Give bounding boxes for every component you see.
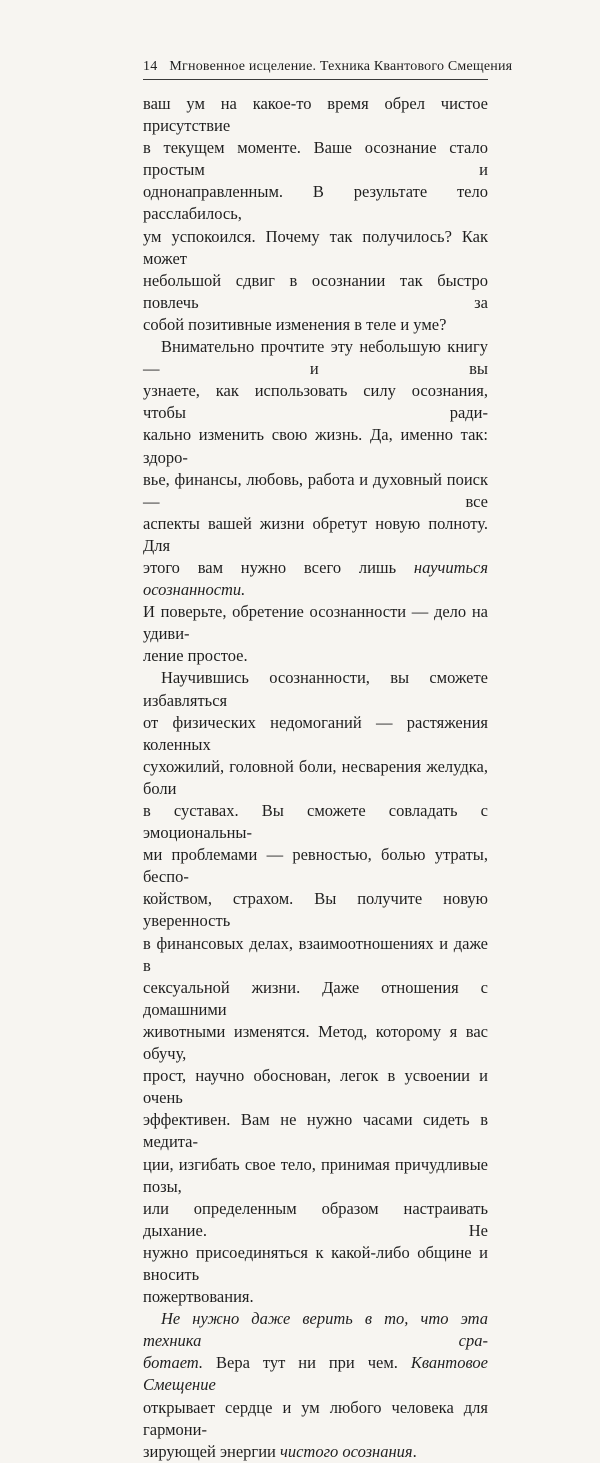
text-line: в суставах. Вы сможете совладать с эмоциональны-: [143, 801, 488, 843]
text-line: открывает сердце и ум любого человека для гармони-: [143, 1397, 488, 1439]
text-line: И поверьте, обретение осознанности — дело на удиви-: [143, 602, 488, 644]
body-text: [143, 93, 488, 1463]
text-line: ум успокоился. Почему так получилось? Как может: [143, 226, 488, 268]
text-line: пожертвования.: [143, 1287, 254, 1307]
emphasis-run: Не нужно даже верить в то, что эта техника сра-: [143, 1309, 488, 1351]
text-line: Научившись осознанности, вы сможете избавляться: [143, 668, 488, 710]
paragraph-1: [143, 93, 488, 336]
paragraph-4: [143, 1308, 488, 1463]
paragraph-3: [143, 667, 488, 1308]
running-title: Мгновенное исцеление. Техника Квантового Смещения: [169, 59, 513, 74]
text-line: ции, изгибать свое тело, принимая причудливые позы,: [143, 1154, 488, 1196]
text-line: эффективен. Вам не нужно часами сидеть в медита-: [143, 1110, 488, 1152]
text-line: аспекты вашей жизни обретут новую полноту. Для: [143, 513, 488, 555]
text-line: Внимательно прочтите эту небольшую книгу — и вы: [143, 337, 488, 379]
text-line: [143, 1308, 488, 1352]
page-number: 14: [143, 59, 158, 74]
text-line: или определенным образом настраивать дыхание. Не: [143, 1198, 488, 1240]
text-line: собой позитивные изменения в теле и уме?: [143, 314, 447, 334]
text-line: сухожилий, головной боли, несварения желудка, боли: [143, 756, 488, 798]
paragraph-2: [143, 336, 488, 667]
text-line: в финансовых делах, взаимоотношениях и даже в: [143, 933, 488, 975]
text-line: сексуальной жизни. Даже отношения с домашними: [143, 977, 488, 1019]
text-run: этого вам нужно всего лишь: [143, 557, 414, 577]
emphasis-run: ботает.: [143, 1353, 204, 1373]
text-line: ление простое.: [143, 646, 248, 666]
text-line: ми проблемами — ревностью, болью утраты, беспо-: [143, 845, 488, 887]
text-line: [143, 1441, 488, 1463]
emphasis-run: Квантовое Смещение: [143, 1353, 488, 1395]
text-line: животными изменятся. Метод, которому я вас обучу,: [143, 1021, 488, 1064]
text-run: .: [412, 1441, 417, 1461]
text-line: кально изменить свою жизнь. Да, именно так: здоро-: [143, 425, 488, 467]
text-line: койством, страхом. Вы получите новую уверенность: [143, 889, 488, 931]
emphasis-run: научиться осознанности.: [143, 557, 488, 600]
emphasis-run: чистого осознания: [279, 1441, 413, 1461]
text-line: небольшой сдвиг в осознании так быстро повлечь за: [143, 270, 488, 312]
text-run: зирующей энергии: [143, 1441, 280, 1461]
text-line: прост, научно обоснован, легок в усвоении и очень: [143, 1066, 488, 1108]
text-line: вье, финансы, любовь, работа и духовный поиск — все: [143, 469, 488, 511]
header-rule: [143, 79, 488, 80]
text-line: в текущем моменте. Ваше осознание стало простым и: [143, 138, 488, 180]
text-line: [143, 1352, 488, 1396]
text-line: однонаправленным. В результате тело расслабилось,: [143, 182, 488, 224]
text-line: от физических недомоганий — растяжения коленных: [143, 712, 488, 754]
running-header: [143, 58, 513, 76]
text-line: нужно присоединяться к какой-либо общине и вносить: [143, 1242, 488, 1284]
text-line: узнаете, как использовать силу осознания, чтобы ради-: [143, 381, 488, 423]
text-run: Вера тут ни при чем.: [203, 1353, 411, 1373]
text-line: ваш ум на какое-то время обрел чистое присутствие: [143, 94, 488, 136]
text-line: [143, 557, 488, 601]
